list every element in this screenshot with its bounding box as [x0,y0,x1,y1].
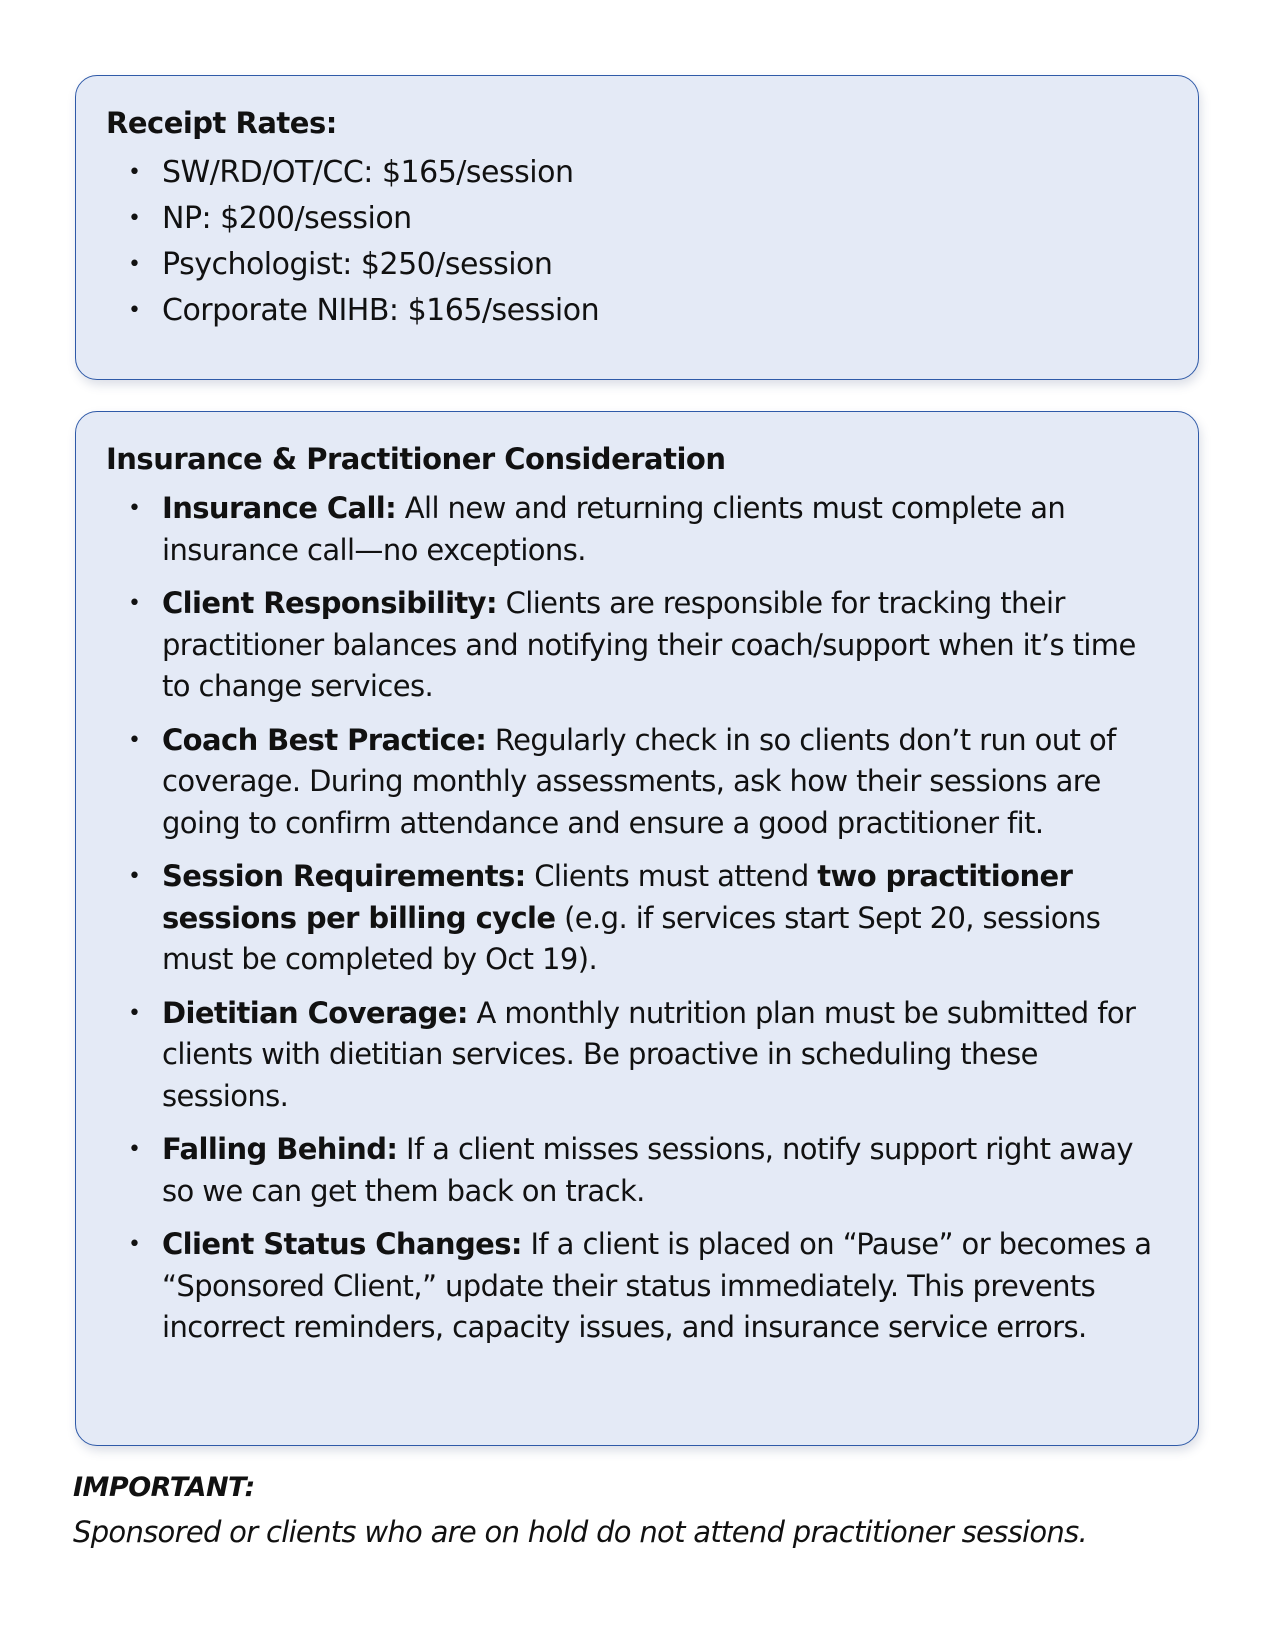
item-label: Dietitian Coverage: [162,995,468,1030]
item-text: Regularly check in so clients don’t run out of coverage. During monthly assessments, ask how their sessions are going to confirm attendance and ensure a good practitioner fit. [162,722,1116,840]
item-text: A monthly nutrition plan must be submitted for clients with dietitian services. Be proactive in scheduling these sessions. [162,995,1136,1113]
insurance-consideration-box [75,411,1199,1446]
insurance-item [106,993,1168,1118]
important-note: Sponsored or clients who are on hold do not attend practitioner sessions. [73,1515,1088,1549]
item-text: If a client is placed on “Pause” or becomes a “Sponsored Client,” update their status immediately. This prevents incorrect reminders, capacity issues, and insurance service errors. [162,1227,1152,1344]
item-label: Coach Best Practice: [162,722,487,757]
rate-item: • NP: $200/session [106,196,1168,242]
item-label: Falling Behind: [162,1132,398,1166]
receipt-rates-box [75,75,1199,380]
rate-item: • Corporate NIHB: $165/session [106,288,1168,334]
insurance-item [106,583,1168,708]
insurance-item [106,1129,1168,1212]
item-text-pre: Clients must attend [525,859,818,893]
important-label: IMPORTANT: [73,1472,255,1503]
item-text: All new and returning clients must complete an insurance call—no exceptions. [162,491,1066,567]
receipt-rates-title: Receipt Rates: [106,106,337,140]
rate-item: • SW/RD/OT/CC: $165/session [106,150,1168,196]
item-emphasis: two practitioner sessions per billing cycle [162,859,1073,935]
insurance-title: Insurance & Practitioner Consideration [106,442,726,476]
item-text: (e.g. if services start Sept 20, sessions must be completed by Oct 19). [162,900,1101,976]
insurance-item [106,488,1168,571]
item-text: Clients are responsible for tracking their practitioner balances and notifying their coach/support when it’s time to change services. [162,586,1136,703]
item-label: Session Requirements: [162,859,526,893]
insurance-item [106,856,1168,981]
item-text: If a client misses sessions, notify support right away so we can get them back on track. [162,1132,1133,1208]
insurance-list [106,488,1168,1349]
rate-item: • Psychologist: $250/session [106,242,1168,288]
receipt-rates-list [106,150,1168,334]
item-label: Insurance Call: [162,491,397,525]
insurance-item [106,720,1168,845]
insurance-item [106,1224,1168,1349]
item-label: Client Responsibility: [162,586,497,620]
item-label: Client Status Changes: [162,1227,522,1261]
